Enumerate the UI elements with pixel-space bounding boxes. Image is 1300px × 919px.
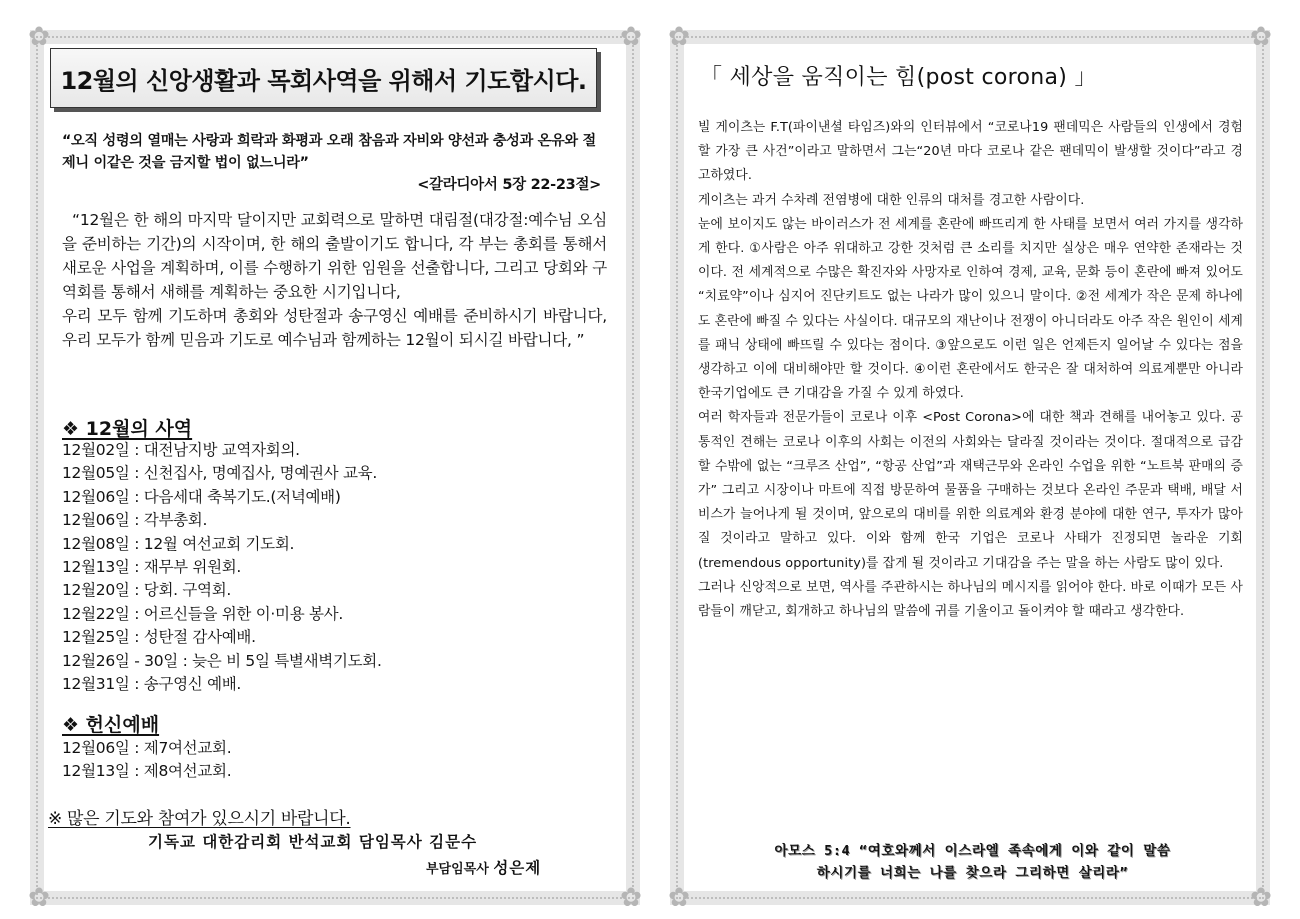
ministry-heading: ❖ 12월의 사역 (62, 418, 193, 440)
list-item: 12월06일 : 제7여선교회. (62, 739, 232, 757)
scripture-verse (62, 130, 607, 196)
list-item: 12월08일 : 12월 여선교회 기도회. (62, 534, 295, 553)
list-item: 12월06일 : 각부총회. (62, 511, 208, 530)
flower-icon: ✿ (620, 22, 642, 52)
list-item: 12월05일 : 신천집사, 명예집사, 명예권사 교육. (62, 464, 377, 483)
list-item: 12월22일 : 어르신들을 위한 이·미용 봉사. (62, 604, 343, 623)
amos-line: 아모스 5:4 “여호와께서 이스라엘 족속에게 이와 같이 말씀 (774, 843, 1171, 859)
list-item: 12월06일 : 다음세대 축복기도.(저녁예배) (62, 487, 341, 506)
article-body (698, 116, 1243, 624)
right-page (668, 22, 1272, 913)
list-item: 12월25일 : 성탄절 감사예배. (62, 628, 256, 647)
flower-icon: ✿ (668, 22, 690, 52)
associate-name: 성은제 (493, 859, 542, 877)
list-item: 12월20일 : 당회. 구역회. (62, 581, 232, 600)
flower-icon: ✿ (1250, 22, 1272, 52)
message-paragraph: “12월은 한 해의 마지막 달이지만 교회력으로 말하면 대림절(대강절:예수님 오심을 준비하는 기간)의 시작이며, 한 해의 출발이기도 합니다, 각 부는 총회를 통해서 새로운 사업을 계획하며, 이를 수행하기 위한 임원을 선출합니다, 그리고 당회와 구역회를 통해서 새해를 계획하는 중요한 시기입니다, (62, 211, 607, 301)
article-title: 「 세상을 움직이는 힘(post corona) 」 (700, 65, 1097, 90)
list-item: 12월13일 : 제8여선교회. (62, 762, 232, 781)
verse-text: “오직 성령의 열매는 사랑과 희락과 화평과 오래 참음과 자비와 양선과 충성과 온유와 절제니 이같은 것을 금지할 법이 없느니라” (62, 133, 596, 171)
amos-verse (700, 840, 1245, 884)
left-page (28, 22, 642, 913)
article-paragraph: 빌 게이츠는 F.T(파이낸셜 타임즈)와의 인터뷰에서 “코로나19 팬데믹은 사람들의 인생에서 경험할 가장 큰 사건”이라고 말하면서 그는“20년 마다 코로나 같은 팬데믹이 발생할 것이다”라고 경고하였다. (698, 120, 1243, 184)
list-item: 12월02일 : 대전남지방 교역자회의. (62, 441, 300, 459)
list-item: 12월31일 : 송구영신 예배. (62, 675, 242, 694)
article-paragraph: 게이츠는 과거 수차례 전염병에 대한 인류의 대처를 경고한 사람이다. (698, 192, 1085, 208)
list-item: 12월13일 : 재무부 위원회. (62, 558, 242, 577)
flower-icon: ✿ (620, 883, 642, 913)
message-paragraph: 우리 모두 함께 기도하며 총회와 성탄절과 송구영신 예배를 준비하시기 바랍니다, 우리 모두가 함께 믿음과 기도로 예수님과 함께하는 12월이 되시길 바랍니다, ” (62, 307, 607, 349)
flower-icon: ✿ (28, 22, 50, 52)
pastor-message (62, 208, 607, 352)
offering-list (62, 737, 231, 784)
associate-label: 부담임목사 (426, 862, 489, 877)
church-signature: 기독교 대한감리회 반석교회 담임목사 김문수 (148, 833, 478, 851)
flower-icon: ✿ (28, 883, 50, 913)
article-paragraph: 그러나 신앙적으로 보면, 역사를 주관하시는 하나님의 메시지를 읽어야 한다. 바로 이때가 모든 사람들이 깨닫고, 회개하고 하나님의 말씀에 귀를 기울이고 돌이켜야 할 때라고 생각한다. (698, 579, 1243, 620)
closing-note: ※ 많은 기도와 참여가 있으시기 바랍니다. (48, 809, 351, 829)
offering-heading: ❖ 헌신예배 (62, 714, 160, 736)
page-title: 12월의 신앙생활과 목회사역을 위해서 기도합시다. (50, 48, 597, 108)
verse-reference: <갈라디아서 5장 22-23절> (417, 177, 601, 193)
flower-icon: ✿ (1250, 883, 1272, 913)
article-paragraph: 여러 학자들과 전문가들이 코로나 이후 <Post Corona>에 대한 책과 견해를 내어놓고 있다. 공통적인 견해는 코로나 이후의 사회는 이전의 사회와는 달라질 것이라는 것이다. 절대적으로 급감할 수밖에 없는 “크루즈 산업”, “항공 산업”과 재택근무와 온라인 수업을 위한 “노트북 판매의 증가” 그리고 시장이나 마트에 직접 방문하여 물품을 구매하는 것보다 온라인 주문과 택배, 배달 서비스가 늘어나게 될 것이며, 앞으로의 대비를 위한 의료계와 환경 분야에 대한 연구, 투자가 많아질 것이라고 말하고 있다. 이와 함께 한국 기업은 코로나 사태가 진정되면 놀라운 기회(tremendous opportunity)를 잡게 될 것이라고 기대감을 주는 말을 하는 사람도 많이 있다. (698, 410, 1243, 571)
amos-line: 하시기를 너희는 나를 찾으라 그리하면 살리라” (816, 865, 1129, 881)
ministry-list (62, 439, 382, 696)
associate-pastor (426, 856, 541, 878)
list-item: 12월26일 - 30일 : 늦은 비 5일 특별새벽기도회. (62, 651, 382, 670)
flower-icon: ✿ (668, 883, 690, 913)
article-paragraph: 눈에 보이지도 않는 바이러스가 전 세계를 혼란에 빠뜨리게 한 사태를 보면서 여러 가지를 생각하게 한다. ①사람은 아주 위대하고 강한 것처럼 큰 소리를 치지만 실상은 매우 연약한 존재라는 것이다. 전 세계적으로 수많은 확진자와 사망자로 인하여 경제, 교육, 문화 등이 혼란에 빠져 있어도 “치료약”이나 심지어 진단키트도 없는 나라가 많이 있으니 말이다. ②전 세계가 작은 문제 하나에도 혼란에 빠질 수 있다는 사실이다. 대규모의 재난이나 전쟁이 아니더라도 아주 작은 원인이 세계를 패닉 상태에 빠뜨릴 수 있다는 점이다. ③앞으로도 이런 일은 언제든지 일어날 수 있다는 점을 생각하고 이에 대비해야만 할 것이다. ④이런 혼란에서도 한국은 잘 대처하여 의료계뿐만 아니라 한국기업에도 큰 기대감을 가질 수 있게 하였다. (698, 216, 1243, 402)
